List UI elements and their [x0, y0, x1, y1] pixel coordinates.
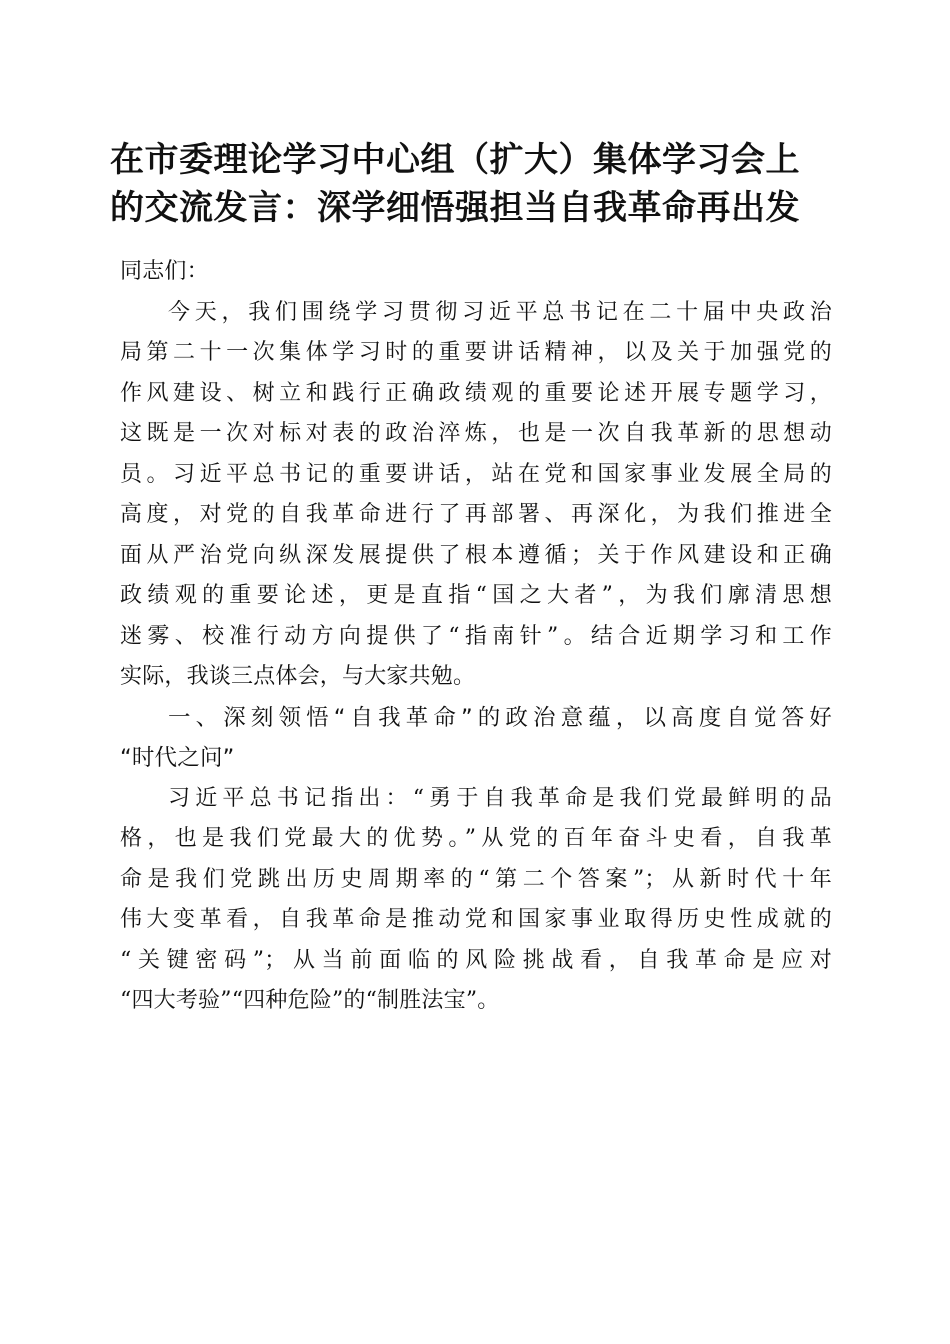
paragraph-line: 实际，我谈三点体会，与大家共勉。: [120, 664, 476, 689]
paragraph-line: 局第二十一次集体学习时的重要讲话精神，以及关于加强党的: [120, 340, 832, 365]
paragraph-line: 高度，对党的自我革命进行了再部署、再深化，为我们推进全: [120, 502, 832, 527]
paragraph-line: 这既是一次对标对表的政治淬炼，也是一次自我革新的思想动: [120, 421, 832, 446]
paragraph-line: 员。习近平总书记的重要讲话，站在党和国家事业发展全局的: [120, 461, 832, 487]
paragraph-line: 命是我们党跳出历史周期率的“第二个答案”；从新时代十年: [120, 866, 832, 892]
heading-line: “时代之问”: [120, 745, 235, 771]
title-line: 的交流发言：深学细悟强担当自我革命再出发: [110, 188, 800, 228]
paragraph-line: 作风建设、树立和践行正确政绩观的重要论述开展专题学习，: [120, 380, 832, 406]
paragraph-line: 习近平总书记指出：“勇于自我革命是我们党最鲜明的品: [168, 785, 832, 811]
paragraph-line: 格，也是我们党最大的优势。”从党的百年奋斗史看，自我革: [120, 826, 832, 851]
document-title: [110, 136, 840, 232]
greeting: 同志们：: [120, 259, 209, 284]
paragraph-line: “四大考验”“四种危险”的“制胜法宝”。: [120, 988, 500, 1013]
paragraph-line: 伟大变革看，自我革命是推动党和国家事业取得历史性成就的: [120, 907, 832, 932]
paragraph-line: 迷雾、校准行动方向提供了“指南针”。结合近期学习和工作: [120, 623, 832, 649]
document-body: [120, 252, 832, 1022]
paragraph-line: 今天，我们围绕学习贯彻习近平总书记在二十届中央政治: [168, 299, 832, 325]
section-heading-1: [120, 698, 832, 779]
paragraph-2: [120, 779, 832, 1022]
title-line: 在市委理论学习中心组（扩大）集体学习会上: [110, 140, 800, 180]
heading-line: 一、深刻领悟“自我革命”的政治意蕴，以高度自觉答好: [168, 704, 832, 731]
paragraph-line: 政绩观的重要论述，更是直指“国之大者”，为我们廓清思想: [120, 583, 832, 608]
paragraph-1: [120, 293, 832, 698]
paragraph-line: “关键密码”；从当前面临的风险挑战看，自我革命是应对: [120, 947, 832, 973]
paragraph-line: 面从严治党向纵深发展提供了根本遵循；关于作风建设和正确: [120, 542, 832, 568]
